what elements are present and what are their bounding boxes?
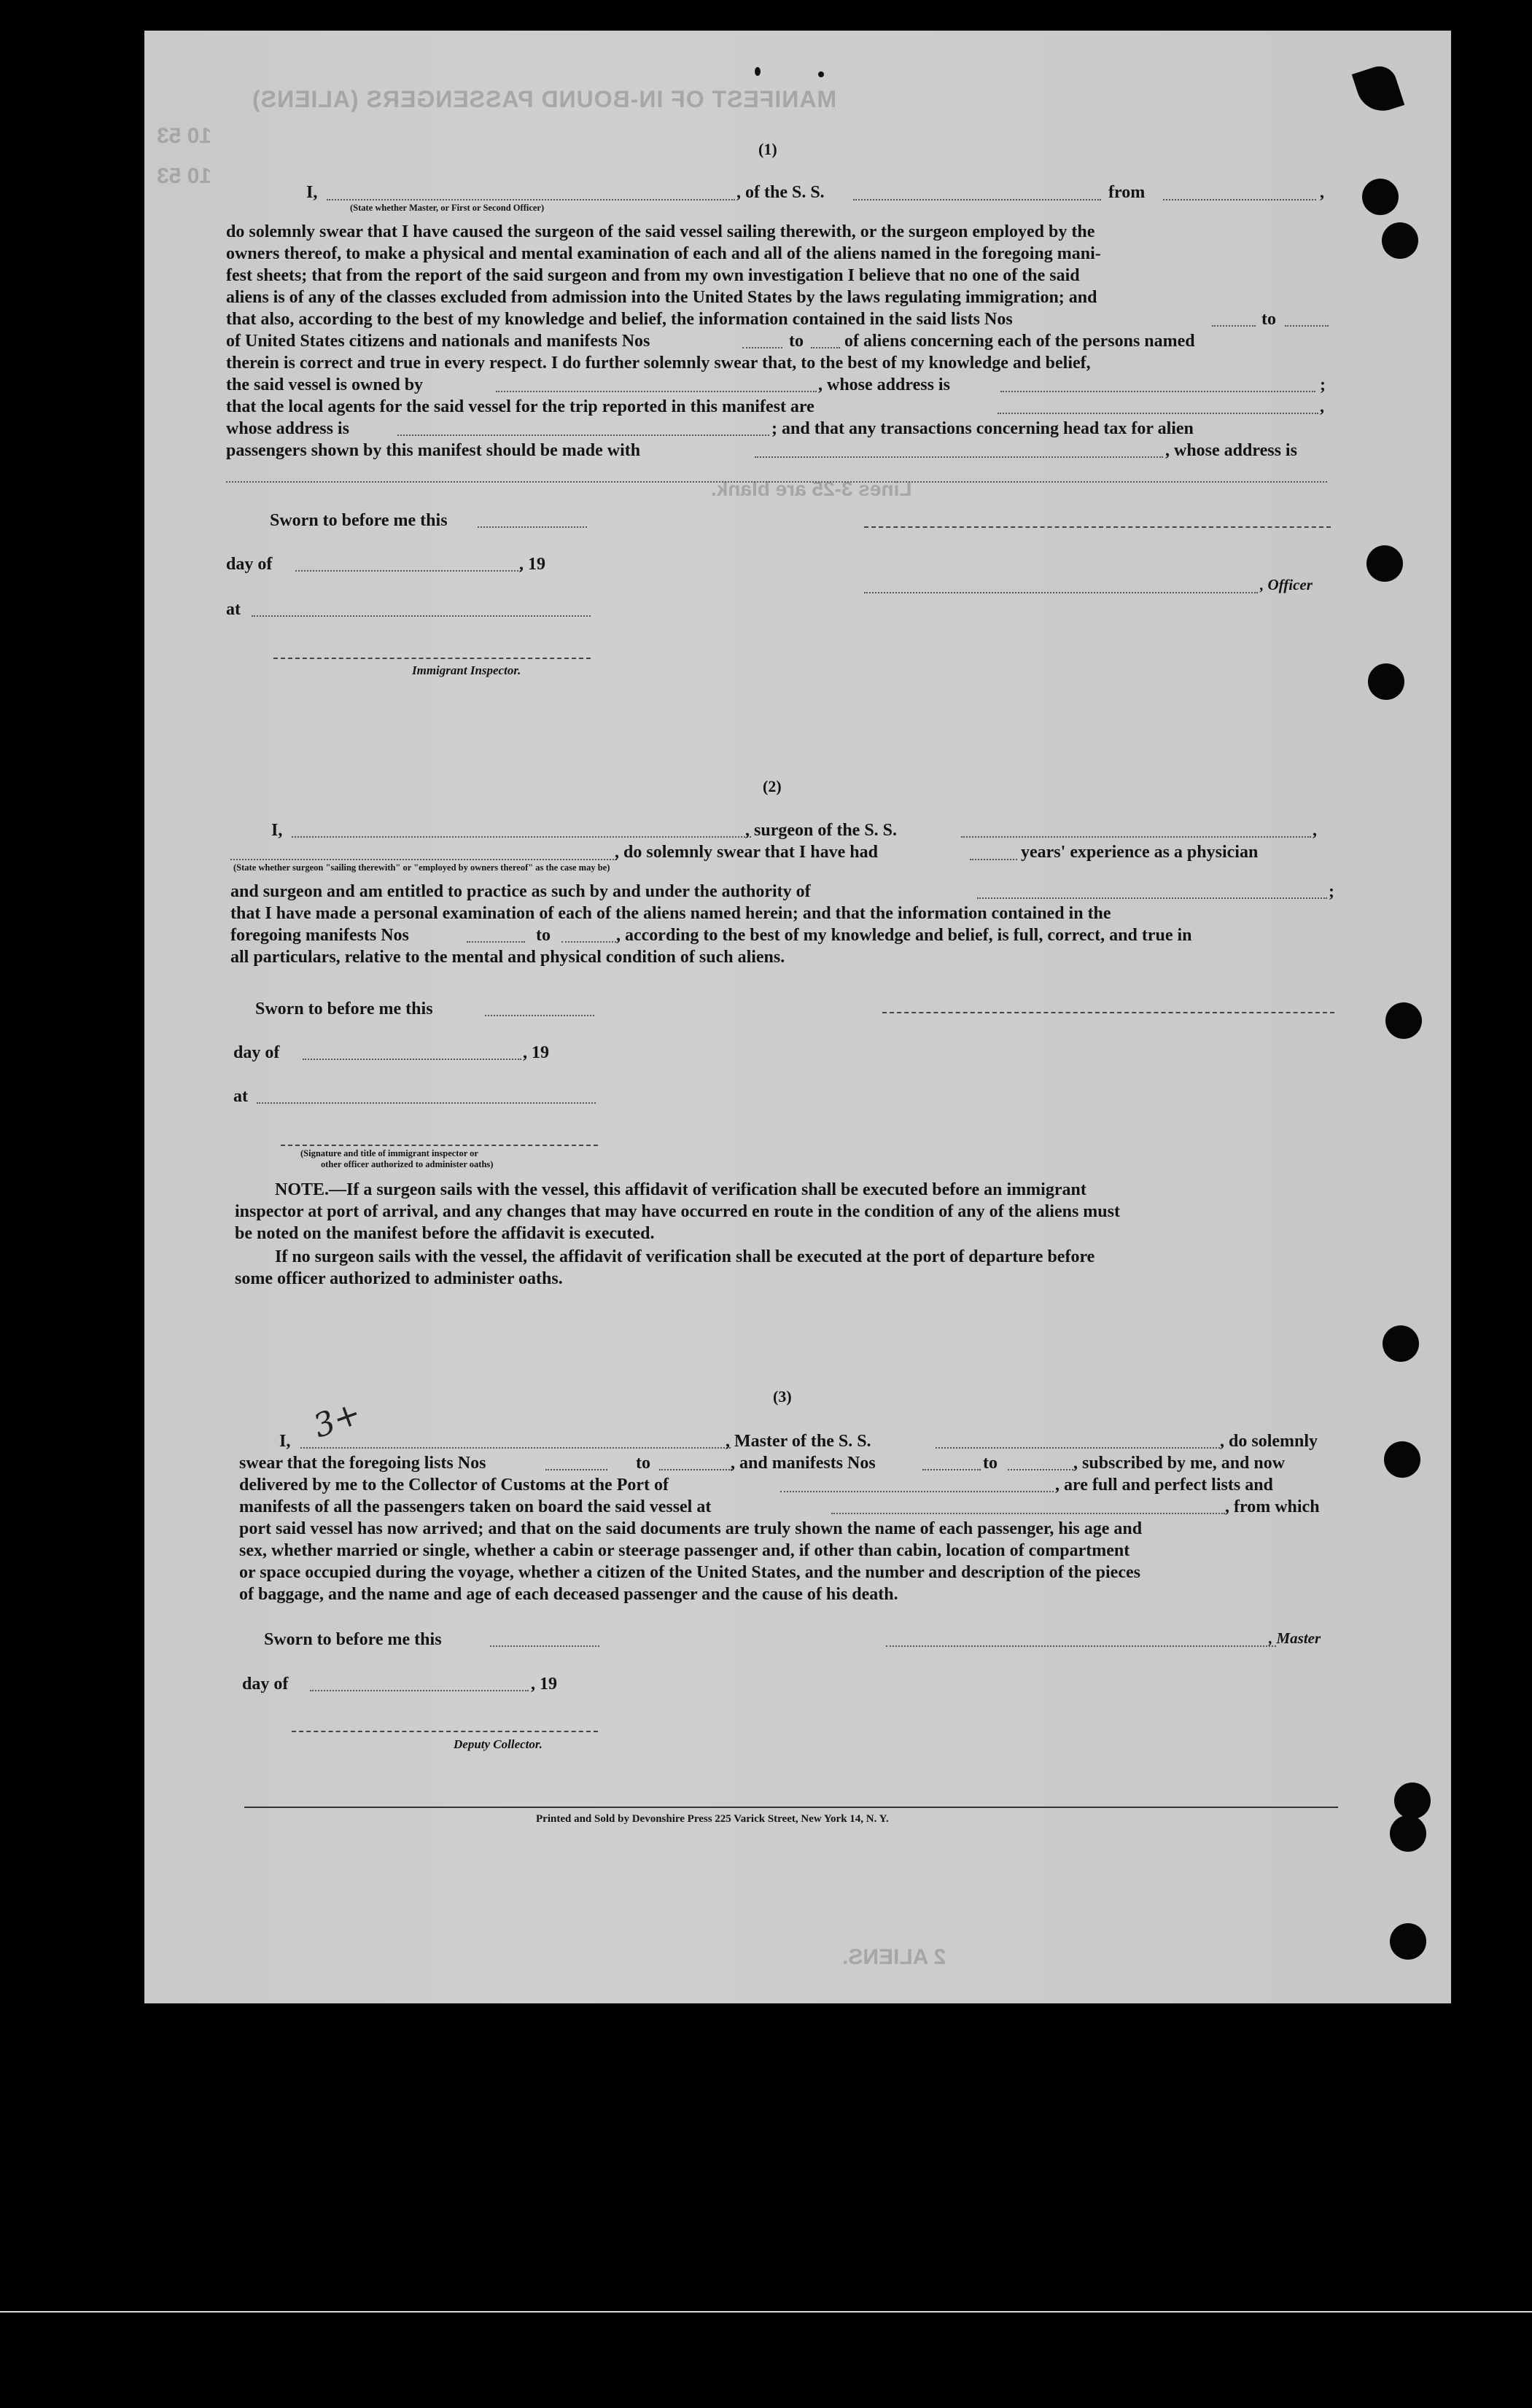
s1-signature-line[interactable] bbox=[864, 526, 1331, 528]
s3-port-blank[interactable] bbox=[780, 1491, 1054, 1492]
s1-of-ss-label: , of the S. S. bbox=[736, 183, 825, 202]
s2-manifests-label: foregoing manifests Nos bbox=[230, 926, 409, 945]
s1-para-line: of United States citizens and nationals and manifests Nos bbox=[226, 332, 650, 351]
s1-owned-label: the said vessel is owned by bbox=[226, 375, 424, 394]
s3-para-line: of baggage, and the name and age of each deceased passenger and the cause of his death. bbox=[239, 1585, 898, 1604]
s1-to-label: to bbox=[789, 332, 804, 351]
s3-master-signature-label: , Master bbox=[1269, 1629, 1321, 1647]
s1-lists-to-blank[interactable] bbox=[1285, 325, 1329, 327]
s1-comma: , bbox=[1320, 397, 1324, 416]
s1-sworn-label: Sworn to before me this bbox=[270, 511, 448, 530]
s3-lists-label: swear that the foregoing lists Nos bbox=[239, 1454, 486, 1473]
s2-sworn-day-blank[interactable] bbox=[485, 1015, 594, 1016]
s3-subscribed-label: , subscribed by me, and now bbox=[1073, 1454, 1286, 1473]
ink-speck bbox=[755, 67, 761, 76]
s2-manifest-to-blank[interactable] bbox=[561, 941, 616, 943]
s2-note-line: NOTE.—If a surgeon sails with the vessel, this affidavit of verification shall be executed before an immigrant bbox=[275, 1180, 1086, 1199]
punch-hole bbox=[1385, 1002, 1422, 1039]
s1-officer-blank[interactable] bbox=[327, 199, 735, 200]
ghost-lines-note: Lines 3-25 are blank. bbox=[711, 478, 912, 500]
s1-para-line: fest sheets; that from the report of the said surgeon and from my own investigation I believe that no one of the said bbox=[226, 266, 1080, 285]
s2-inspector-note: (Signature and title of immigrant inspector or bbox=[300, 1148, 478, 1158]
s2-month-blank[interactable] bbox=[303, 1059, 521, 1060]
s1-headtax-blank[interactable] bbox=[755, 456, 1163, 458]
s3-i-label: I, bbox=[279, 1432, 291, 1451]
s2-authority-blank[interactable] bbox=[977, 897, 1327, 899]
s1-ship-blank[interactable] bbox=[853, 199, 1101, 200]
s1-address-label: whose address is bbox=[226, 419, 349, 438]
s3-master-signature-blank[interactable] bbox=[886, 1645, 1276, 1647]
ink-speck bbox=[818, 71, 824, 77]
s2-place-blank[interactable] bbox=[257, 1102, 596, 1104]
ghost-number: 10 53 bbox=[157, 164, 212, 188]
s3-departure-port-blank[interactable] bbox=[831, 1513, 1225, 1514]
s1-dayof-label: day of bbox=[226, 555, 273, 574]
s2-authority-label: and surgeon and am entitled to practice as such by and under the authority of bbox=[230, 882, 811, 901]
s1-headtax-label: passengers shown by this manifest should be made with bbox=[226, 441, 641, 460]
s1-manifest-to-blank[interactable] bbox=[811, 347, 840, 348]
s2-i-label: I, bbox=[271, 821, 283, 840]
section-3-number: (3) bbox=[773, 1387, 792, 1406]
s3-manifests-label: , and manifests Nos bbox=[731, 1454, 876, 1473]
s1-address-continuation-blank[interactable] bbox=[226, 481, 1327, 483]
s1-address-label: , whose address is bbox=[818, 375, 950, 394]
s1-officer-label: , Officer bbox=[1260, 576, 1313, 593]
s3-lists-from-blank[interactable] bbox=[545, 1469, 607, 1470]
punch-hole bbox=[1394, 1782, 1431, 1819]
s1-semicolon: ; bbox=[1320, 375, 1326, 394]
s3-year-label: , 19 bbox=[531, 1675, 557, 1694]
s2-manifest-from-blank[interactable] bbox=[467, 941, 525, 943]
s3-para-line: sex, whether married or single, whether a cabin or steerage passenger and, if other than cabin, location of compartment bbox=[239, 1541, 1130, 1560]
s2-inspector-signature-line[interactable] bbox=[281, 1145, 598, 1146]
s1-from-label: from bbox=[1108, 183, 1146, 202]
s1-agents-label: that the local agents for the said vessel for the trip reported in this manifest are bbox=[226, 397, 814, 416]
s3-manifest-from-blank[interactable] bbox=[922, 1469, 981, 1470]
handwritten-mark: 3+ bbox=[308, 1394, 366, 1446]
s3-port-label: delivered by me to the Collector of Customs at the Port of bbox=[239, 1476, 669, 1495]
section-1-number: (1) bbox=[758, 140, 777, 158]
s3-to-label: to bbox=[983, 1454, 998, 1473]
punch-hole bbox=[1368, 663, 1404, 700]
s2-note-line: inspector at port of arrival, and any changes that may have occurred en route in the condition of any of the aliens must bbox=[235, 1202, 1120, 1221]
s1-officer-signature-blank[interactable] bbox=[864, 592, 1258, 593]
s2-ship-blank[interactable] bbox=[961, 836, 1311, 838]
punch-hole bbox=[1384, 1441, 1420, 1478]
s2-years-label: years' experience as a physician bbox=[1021, 843, 1259, 862]
s1-inspector-signature-line[interactable] bbox=[273, 658, 591, 659]
s2-status-blank[interactable] bbox=[230, 859, 617, 860]
s1-para-line: aliens is of any of the classes excluded from admission into the United States by the laws regulating immigration; and bbox=[226, 288, 1097, 307]
s3-master-name-blank[interactable] bbox=[300, 1447, 731, 1449]
s3-month-blank[interactable] bbox=[310, 1690, 529, 1691]
s2-note-line: If no surgeon sails with the vessel, the affidavit of verification shall be executed at the port of departure before bbox=[275, 1247, 1095, 1266]
s1-at-label: at bbox=[226, 600, 241, 619]
s1-owner-blank[interactable] bbox=[496, 391, 817, 392]
s1-manifest-from-blank[interactable] bbox=[742, 347, 782, 348]
s3-solemnly-label: , do solemnly bbox=[1220, 1432, 1318, 1451]
s3-dayof-label: day of bbox=[242, 1675, 289, 1694]
ghost-header-text: MANIFEST OF IN-BOUND PASSENGERS (ALIENS) bbox=[252, 86, 837, 112]
section-2-number: (2) bbox=[763, 777, 782, 795]
s1-year-label: , 19 bbox=[519, 555, 545, 574]
s3-collector-label: Deputy Collector. bbox=[454, 1737, 543, 1751]
s1-agents-blank[interactable] bbox=[998, 413, 1318, 414]
punch-hole bbox=[1383, 1325, 1419, 1362]
s2-surgeon-name-blank[interactable] bbox=[292, 836, 751, 838]
s2-surgeon-signature-line[interactable] bbox=[882, 1012, 1334, 1013]
s2-comma: , bbox=[1313, 821, 1317, 840]
s2-year-label: , 19 bbox=[523, 1043, 549, 1062]
s3-master-label: , Master of the S. S. bbox=[726, 1432, 871, 1451]
s2-sworn-label: Sworn to before me this bbox=[255, 1000, 433, 1018]
s1-comma: , bbox=[1320, 183, 1324, 202]
s2-at-label: at bbox=[233, 1087, 248, 1106]
s1-para-line: of aliens concerning each of the persons named bbox=[844, 332, 1195, 351]
s1-i-label: I, bbox=[306, 183, 318, 202]
s1-officer-note: (State whether Master, or First or Second Officer) bbox=[350, 203, 545, 213]
scan-edge-line bbox=[0, 2311, 1532, 2312]
s1-place-blank[interactable] bbox=[252, 615, 591, 617]
printer-credit: Printed and Sold by Devonshire Press 225 Varick Street, New York 14, N. Y. bbox=[536, 1813, 889, 1825]
s3-para-line: port said vessel has now arrived; and that on the said documents are truly shown the name of each passenger, his age and bbox=[239, 1519, 1143, 1538]
s1-para-line: therein is correct and true in every respect. I do further solemnly swear that, to the best of my knowledge and belief, bbox=[226, 354, 1091, 373]
punch-hole bbox=[1362, 179, 1399, 215]
s3-sworn-label: Sworn to before me this bbox=[264, 1630, 442, 1649]
s2-to-label: to bbox=[536, 926, 551, 945]
s1-inspector-label: Immigrant Inspector. bbox=[412, 663, 521, 677]
s1-agents-address-blank[interactable] bbox=[397, 435, 769, 436]
s3-para-line: or space occupied during the voyage, whether a citizen of the United States, and the number and description of the pieces bbox=[239, 1563, 1140, 1582]
s2-status-note: (State whether surgeon "sailing therewith" or "employed by owners thereof" as the case may be) bbox=[233, 862, 610, 873]
s3-para-line: , are full and perfect lists and bbox=[1055, 1476, 1273, 1495]
punch-hole bbox=[1382, 222, 1418, 259]
s3-departure-label: manifests of all the passengers taken on board the said vessel at bbox=[239, 1497, 712, 1516]
s2-years-blank[interactable] bbox=[970, 859, 1017, 860]
punch-hole bbox=[1366, 545, 1403, 582]
s2-inspector-note: other officer authorized to administer oaths) bbox=[321, 1159, 494, 1169]
punch-hole bbox=[1390, 1815, 1426, 1852]
s1-para-line: ; and that any transactions concerning head tax for alien bbox=[771, 419, 1194, 438]
s1-from-blank[interactable] bbox=[1163, 199, 1316, 200]
s2-para-line: , according to the best of my knowledge and belief, is full, correct, and true in bbox=[616, 926, 1192, 945]
s2-para-line: all particulars, relative to the mental and physical condition of such aliens. bbox=[230, 948, 785, 967]
s2-semicolon: ; bbox=[1329, 882, 1334, 901]
s1-to-label: to bbox=[1261, 310, 1276, 329]
s1-address-label: , whose address is bbox=[1165, 441, 1297, 460]
ghost-bottom-note: 2 ALIENS. bbox=[842, 1945, 946, 1969]
s3-sworn-day-blank[interactable] bbox=[490, 1645, 599, 1647]
s1-para-line: do solemnly swear that I have caused the surgeon of the said vessel sailing therewith, or the surgeon employed by the bbox=[226, 222, 1095, 241]
s1-para-line: that also, according to the best of my knowledge and belief, the information contained in the said lists Nos bbox=[226, 310, 1013, 329]
s3-lists-to-blank[interactable] bbox=[659, 1469, 732, 1470]
s1-para-line: owners thereof, to make a physical and mental examination of each and all of the aliens named in the foregoing mani- bbox=[226, 244, 1101, 263]
ghost-number: 10 53 bbox=[157, 124, 212, 148]
s1-month-blank[interactable] bbox=[295, 570, 521, 572]
punch-hole bbox=[1390, 1923, 1426, 1960]
s2-note-line: be noted on the manifest before the affidavit is executed. bbox=[235, 1224, 655, 1243]
s3-to-label: to bbox=[636, 1454, 650, 1473]
s3-manifest-to-blank[interactable] bbox=[1008, 1469, 1073, 1470]
s2-swear-label: , do solemnly swear that I have had bbox=[615, 843, 878, 862]
s1-lists-from-blank[interactable] bbox=[1212, 325, 1256, 327]
footer-rule bbox=[244, 1807, 1338, 1808]
s1-sworn-day-blank[interactable] bbox=[478, 526, 587, 528]
s2-para-line: that I have made a personal examination of each of the aliens named herein; and that the information contained in the bbox=[230, 904, 1111, 923]
s3-para-line: , from which bbox=[1225, 1497, 1320, 1516]
s2-surgeon-label: , surgeon of the S. S. bbox=[745, 821, 898, 840]
s2-note-line: some officer authorized to administer oaths. bbox=[235, 1269, 563, 1288]
s2-dayof-label: day of bbox=[233, 1043, 280, 1062]
s3-collector-signature-line[interactable] bbox=[292, 1731, 598, 1732]
s1-owner-address-blank[interactable] bbox=[1000, 391, 1315, 392]
s3-ship-blank[interactable] bbox=[936, 1447, 1220, 1449]
